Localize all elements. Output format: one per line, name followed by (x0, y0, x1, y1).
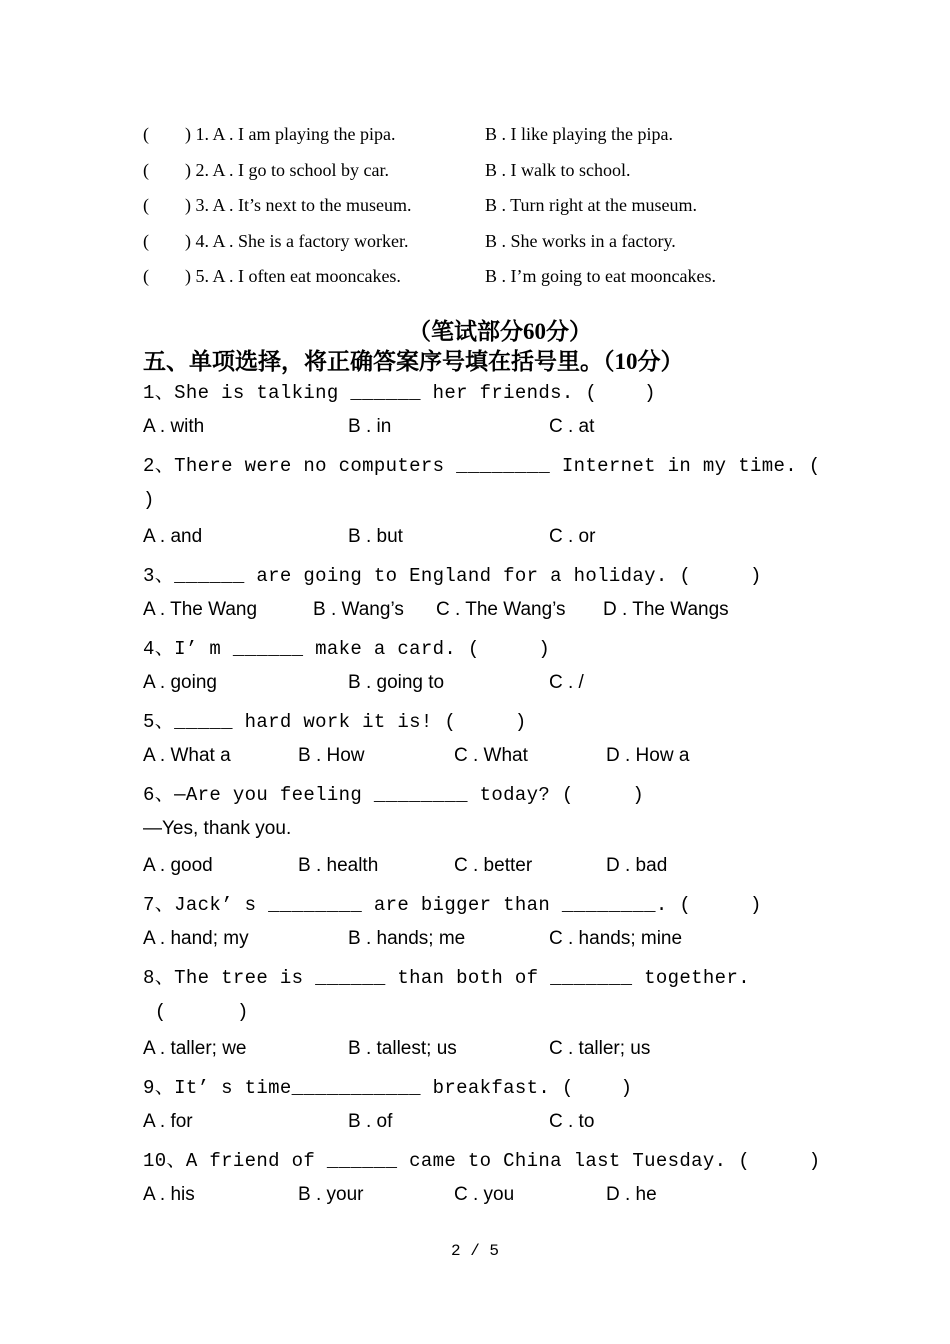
question-6-option-d: D . bad (606, 855, 668, 877)
question-4-stem (143, 628, 863, 665)
question-10-options (143, 1177, 863, 1214)
listening-item-2-option-a: ( ) 2. A . I go to school by car. (143, 159, 389, 180)
question-6-text: 6、—Are you feeling ________ today? ( ) (143, 784, 645, 807)
question-10-option-b: B . your (298, 1184, 364, 1206)
question-6-option-c: C . better (454, 855, 533, 877)
question-9-options (143, 1104, 863, 1141)
question-9-option-c: C . to (549, 1111, 595, 1133)
question-3-option-c: C . The Wang’s (436, 598, 566, 620)
question-1-stem (143, 372, 863, 409)
question-2-text-line-2: ) (143, 489, 155, 512)
question-8-stem-continuation (143, 994, 863, 1031)
question-7-option-b: B . hands; me (348, 928, 466, 950)
listening-item-5-option-b: B . I’m going to eat mooncakes. (485, 266, 716, 287)
question-8-options (143, 1031, 863, 1068)
question-10-stem (143, 1140, 863, 1177)
question-1-option-a: A . with (143, 415, 205, 437)
listening-item-3-option-b: B . Turn right at the museum. (485, 195, 698, 216)
multiple-choice-section (143, 372, 863, 1214)
question-7-options (143, 921, 863, 958)
question-2-option-c: C . or (549, 525, 596, 547)
question-4-options (143, 665, 863, 702)
question-6-reply (143, 811, 863, 848)
question-5-option-d: D . How a (606, 745, 690, 767)
question-8-stem (143, 958, 863, 995)
listening-item-4-option-b: B . She works in a factory. (485, 230, 676, 251)
question-4-option-b: B . going to (348, 672, 445, 694)
question-7-option-c: C . hands; mine (549, 928, 683, 950)
listening-item-2-option-b: B . I walk to school. (485, 159, 631, 180)
question-2-option-a: A . and (143, 525, 203, 547)
listening-item-5 (143, 259, 910, 295)
question-7-option-a: A . hand; my (143, 928, 249, 950)
question-4-option-a: A . going (143, 672, 217, 694)
question-3-option-b: B . Wang’s (313, 598, 404, 620)
question-3-options (143, 592, 863, 629)
question-6-stem (143, 775, 863, 812)
question-8-text-line-2: ( ) (143, 1001, 249, 1024)
question-2-stem (143, 445, 863, 482)
question-10-option-d: D . he (606, 1184, 657, 1206)
question-9-option-b: B . of (348, 1111, 393, 1133)
question-10-text: 10、A friend of ______ came to China last Tuesday. ( ) (143, 1150, 821, 1173)
question-7-stem (143, 884, 863, 921)
question-2-text-line-1: 2、There were no computers ________ Internet in my time. ( (143, 454, 821, 477)
question-1-text: 1、She is talking ______ her friends. ( ) (143, 381, 656, 404)
question-3-option-a: A . The Wang (143, 598, 258, 620)
question-10-option-a: A . his (143, 1184, 195, 1206)
question-5-options (143, 738, 863, 775)
question-7-text: 7、Jack’ s ________ are bigger than ________. ( ) (143, 894, 762, 917)
question-2-option-b: B . but (348, 525, 403, 547)
question-3-text: 3、______ are going to England for a holiday. ( ) (143, 564, 762, 587)
listening-section (143, 117, 910, 295)
question-3-stem (143, 555, 863, 592)
question-1-option-b: B . in (348, 415, 392, 437)
section-five-title: 五、单项选择，将正确答案序号填在括号里。（10分） (143, 349, 684, 374)
question-5-option-c: C . What (454, 745, 528, 767)
question-6-option-a: A . good (143, 855, 213, 877)
question-4-option-c: C . / (549, 672, 584, 694)
question-6-options (143, 848, 863, 885)
question-8-text-line-1: 8、The tree is ______ than both of _______ together. (143, 967, 750, 990)
question-6-reply-text: —Yes, thank you. (143, 818, 292, 840)
question-9-option-a: A . for (143, 1111, 193, 1133)
question-3-option-d: D . The Wangs (603, 598, 729, 620)
listening-item-1 (143, 117, 910, 153)
question-8-option-c: C . taller; us (549, 1037, 651, 1059)
question-5-option-a: A . What a (143, 745, 231, 767)
question-4-text: 4、I’ m ______ make a card. ( ) (143, 637, 551, 660)
question-8-option-b: B . tallest; us (348, 1037, 457, 1059)
question-2-stem-continuation (143, 482, 863, 519)
listening-item-2 (143, 153, 910, 189)
listening-item-3 (143, 188, 910, 224)
listening-item-5-option-a: ( ) 5. A . I often eat mooncakes. (143, 266, 401, 287)
question-5-option-b: B . How (298, 745, 365, 767)
question-1-options (143, 409, 863, 446)
question-9-stem (143, 1067, 863, 1104)
listening-item-4 (143, 224, 910, 260)
page-number: 2 / 5 (450, 1242, 499, 1260)
question-1-option-c: C . at (549, 415, 595, 437)
listening-item-4-option-a: ( ) 4. A . She is a factory worker. (143, 230, 409, 251)
listening-item-1-option-b: B . I like playing the pipa. (485, 124, 673, 145)
question-9-text: 9、It’ s time___________ breakfast. ( ) (143, 1077, 633, 1100)
question-8-option-a: A . taller; we (143, 1037, 247, 1059)
written-part-title: （笔试部分60分） (408, 319, 592, 344)
question-5-stem (143, 701, 863, 738)
question-6-option-b: B . health (298, 855, 379, 877)
listening-item-1-option-a: ( ) 1. A . I am playing the pipa. (143, 124, 396, 145)
question-5-text: 5、_____ hard work it is! ( ) (143, 711, 527, 734)
question-10-option-c: C . you (454, 1184, 515, 1206)
question-2-options (143, 518, 863, 555)
listening-item-3-option-a: ( ) 3. A . It’s next to the museum. (143, 195, 412, 216)
